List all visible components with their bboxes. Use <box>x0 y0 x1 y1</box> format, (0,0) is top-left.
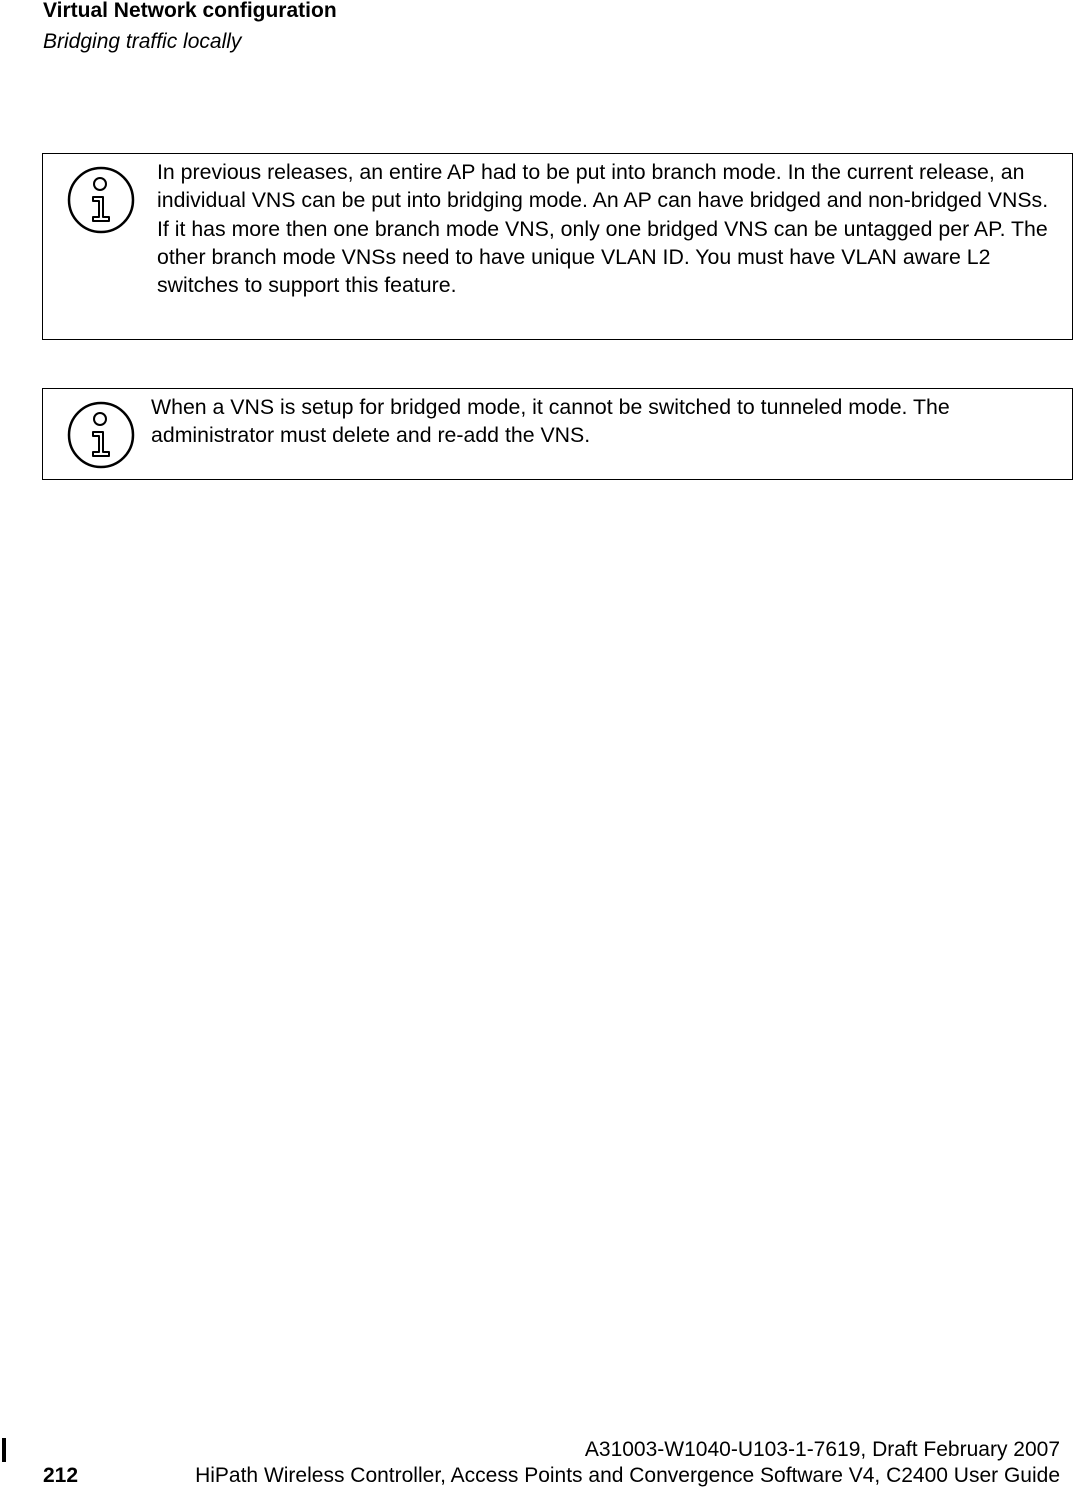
note-text <box>157 158 1062 299</box>
footer-guide-title: HiPath Wireless Controller, Access Points and Convergence Software V4, C2400 User Guide <box>195 1464 1060 1487</box>
page-number: 212 <box>43 1464 79 1487</box>
change-bar <box>2 1438 6 1462</box>
note-paragraph: When a VNS is setup for bridged mode, it cannot be switched to tunneled mode. The administrator must delete and re-add the VNS. <box>151 395 950 448</box>
info-icon <box>67 401 135 469</box>
note-paragraph: If it has more then one branch mode VNS, only one bridged VNS can be untagged per AP. The other branch mode VNSs need to have unique VLAN ID. You must have VLAN aware L2 switches to support this feature. <box>157 216 1048 298</box>
info-note-branch-mode <box>42 153 1073 340</box>
footer-doc-id: A31003-W1040-U103-1-7619, Draft February 2007 <box>584 1438 1060 1461</box>
info-icon <box>67 166 135 234</box>
chapter-title: Virtual Network configuration <box>43 0 337 22</box>
note-text <box>151 393 1062 450</box>
info-note-bridged-mode <box>42 388 1073 480</box>
note-paragraph: In previous releases, an entire AP had to be put into branch mode. In the current release, an individual VNS can be put into bridging mode. An AP can have bridged and non-bridged VNSs. <box>157 160 1049 213</box>
section-title: Bridging traffic locally <box>43 30 242 53</box>
